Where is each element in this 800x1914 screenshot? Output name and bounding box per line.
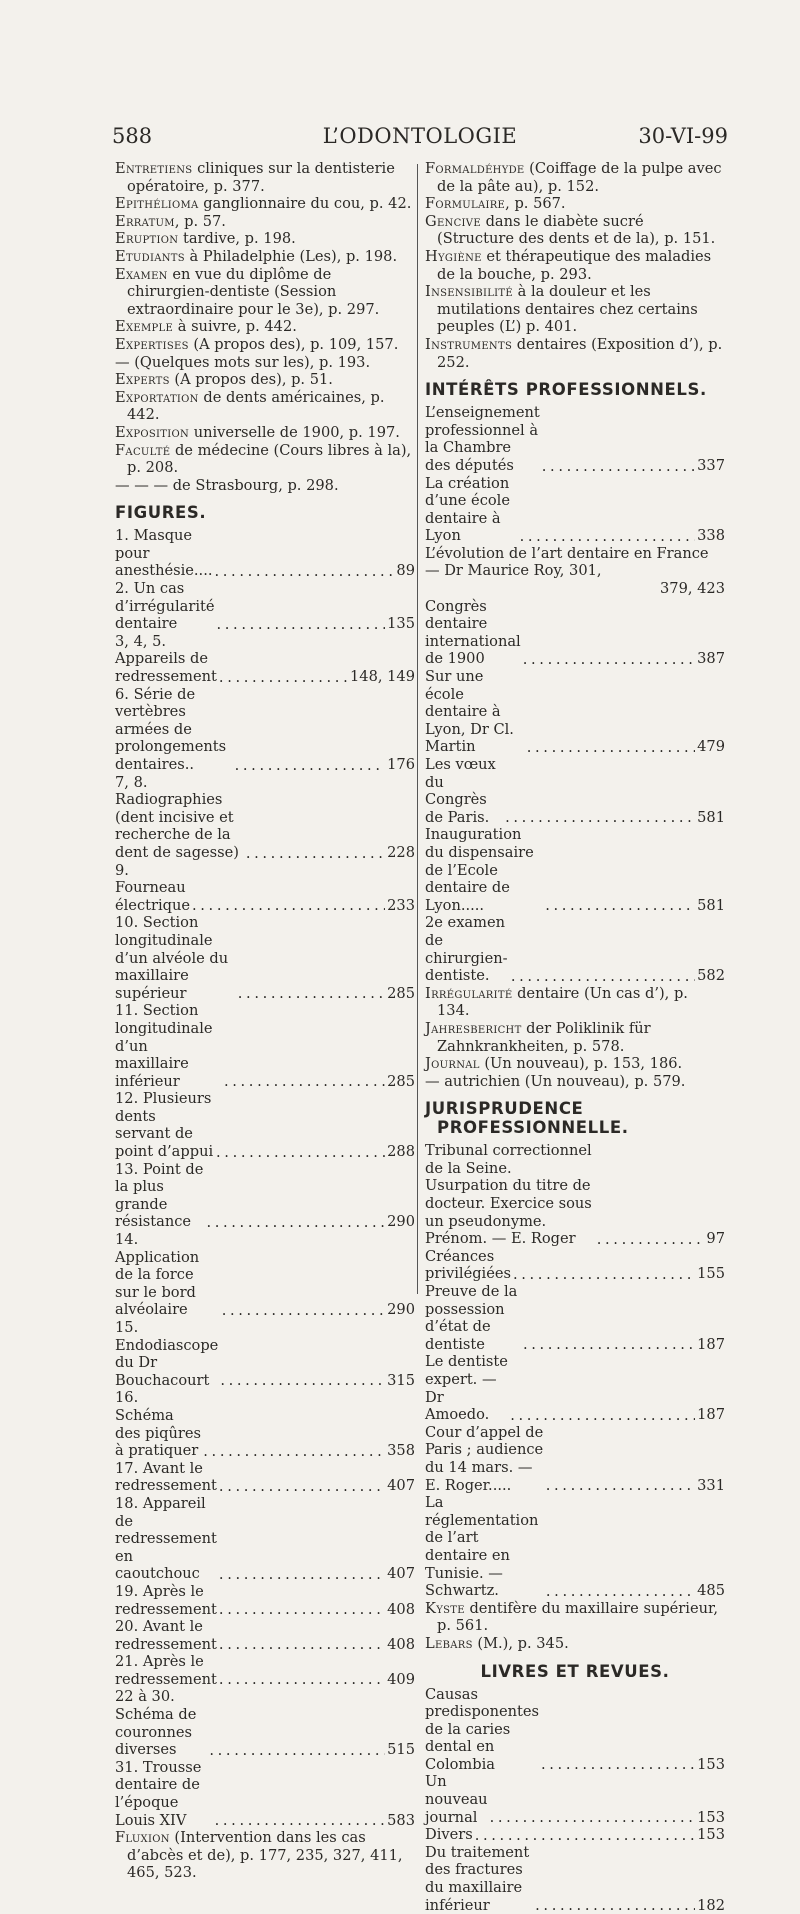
entry-page: 135 bbox=[387, 615, 415, 633]
index-entry bbox=[115, 195, 415, 213]
index-entry bbox=[425, 160, 725, 195]
entry-head: Gencive bbox=[425, 213, 481, 230]
entry-page: 407 bbox=[387, 1477, 415, 1495]
index-entry bbox=[425, 1635, 725, 1653]
entry-page: 331 bbox=[697, 1477, 725, 1495]
list-item bbox=[425, 475, 725, 545]
left-entries bbox=[115, 160, 415, 494]
entry-page: 187 bbox=[697, 1336, 725, 1354]
entry-title: Créances privilégiées bbox=[425, 1248, 511, 1283]
dot-leader bbox=[545, 897, 695, 914]
list-item bbox=[425, 1353, 725, 1423]
dot-leader bbox=[541, 1756, 695, 1773]
entry-head: Insensibilité bbox=[425, 283, 513, 300]
index-entry bbox=[115, 230, 415, 248]
list-item bbox=[115, 1460, 415, 1495]
list-item bbox=[115, 633, 415, 686]
entry-page: 285 bbox=[387, 1073, 415, 1091]
entry-title: 2e examen de chirurgien-dentiste. bbox=[425, 914, 509, 984]
list-item bbox=[425, 1142, 725, 1248]
entry-page: 379, 423 bbox=[425, 580, 725, 598]
entry-head: Jahresbericht bbox=[425, 1020, 522, 1037]
entry-text: — (Quelques mots sur les), p. 193. bbox=[115, 354, 370, 371]
entry-page: 285 bbox=[387, 985, 415, 1003]
entry-title: Un nouveau journal bbox=[425, 1773, 488, 1826]
entry-text: (M.), p. 345. bbox=[473, 1635, 569, 1652]
index-entry bbox=[115, 424, 415, 442]
entry-title: La réglementation de l’art dentaire en Tunisie. — Schwartz. bbox=[425, 1494, 544, 1600]
entry-title: 11. Section longitudinale d’un maxillaire inférieur bbox=[115, 1002, 222, 1090]
entry-text: — autrichien (Un nouveau), p. 579. bbox=[425, 1073, 685, 1090]
list-item bbox=[115, 527, 415, 580]
dot-leader bbox=[219, 1566, 385, 1583]
entry-head: Faculté bbox=[115, 442, 170, 459]
entry-page: 409 bbox=[387, 1671, 415, 1689]
dot-leader bbox=[219, 1671, 385, 1688]
index-entry bbox=[115, 389, 415, 424]
dot-leader bbox=[510, 1407, 695, 1424]
list-item bbox=[115, 1161, 415, 1231]
entry-text: , p. 57. bbox=[175, 213, 226, 230]
entry-text: dentifère du maxillaire supérieur, p. 561. bbox=[437, 1600, 718, 1635]
list-item bbox=[115, 1319, 415, 1389]
entry-title: 2. Un cas d’irrégularité dentaire bbox=[115, 580, 215, 633]
entry-head: Lebars bbox=[425, 1635, 473, 1652]
entry-text: en vue du diplôme de chirurgien-dentiste (Session extraordinaire pour le 3e), p. 297. bbox=[127, 266, 379, 318]
entry-title: 19. Après le redressement bbox=[115, 1583, 217, 1618]
entry-title: Sur une école dentaire à Lyon, Dr Cl. Martin bbox=[425, 668, 525, 756]
entry-title: L’enseignement professionnel à la Chambre des députés bbox=[425, 404, 540, 474]
entry-head: Examen bbox=[115, 266, 168, 283]
list-item bbox=[425, 1248, 725, 1283]
entry-page: 228 bbox=[387, 844, 415, 862]
entry-head: Kyste bbox=[425, 1600, 465, 1617]
list-item bbox=[115, 580, 415, 633]
entry-page: 155 bbox=[697, 1265, 725, 1283]
entry-page: 387 bbox=[697, 650, 725, 668]
dot-leader bbox=[219, 1601, 385, 1618]
entry-page: 485 bbox=[697, 1582, 725, 1600]
column-divider bbox=[417, 164, 418, 1294]
list-item bbox=[425, 598, 725, 668]
entry-page: 581 bbox=[697, 897, 725, 915]
entry-text: (A propos des), p. 51. bbox=[170, 371, 333, 388]
entry-text: (Intervention dans les cas d’abcès et de), p. 177, 235, 327, 411, 465, 523. bbox=[127, 1829, 403, 1881]
index-entry bbox=[115, 371, 415, 389]
entry-page: 315 bbox=[387, 1372, 415, 1390]
entry-page: 408 bbox=[387, 1636, 415, 1654]
entry-head: Irrégularité bbox=[425, 985, 512, 1002]
index-entry bbox=[115, 213, 415, 231]
entry-head: Instruments bbox=[425, 336, 512, 353]
dot-leader bbox=[219, 1478, 385, 1495]
list-item bbox=[115, 1495, 415, 1583]
index-entry bbox=[115, 477, 415, 495]
index-entry bbox=[115, 318, 415, 336]
dot-leader bbox=[192, 897, 385, 914]
entry-text: der Poliklinik für Zahnkrankheiten, p. 578. bbox=[437, 1020, 651, 1055]
entry-title: Preuve de la possession d’état de dentiste bbox=[425, 1283, 521, 1353]
entry-head: Exemple bbox=[115, 318, 173, 335]
dot-leader bbox=[222, 1302, 385, 1319]
dot-leader bbox=[203, 1443, 385, 1460]
entry-page: 582 bbox=[697, 967, 725, 985]
entry-page: 153 bbox=[697, 1756, 725, 1774]
dot-leader bbox=[505, 809, 695, 826]
entry-head: Erratum bbox=[115, 213, 175, 230]
list-item bbox=[115, 914, 415, 1002]
entry-page: 290 bbox=[387, 1301, 415, 1319]
entry-head: Eruption bbox=[115, 230, 178, 247]
right-entries-mid bbox=[425, 985, 725, 1091]
entry-title: 3, 4, 5. Appareils de redressement bbox=[115, 633, 217, 686]
dot-leader bbox=[490, 1809, 696, 1826]
dot-leader bbox=[511, 968, 695, 985]
entry-page: 581 bbox=[697, 809, 725, 827]
right-column bbox=[425, 160, 725, 1914]
list-item bbox=[425, 1773, 725, 1826]
entry-title: 13. Point de la plus grande résistance bbox=[115, 1161, 204, 1231]
index-entry bbox=[425, 336, 725, 371]
entry-title: Cour d’appel de Paris ; audience du 14 mars. — E. Roger..... bbox=[425, 1424, 544, 1494]
entry-text: et thérapeutique des maladies de la bouche, p. 293. bbox=[437, 248, 711, 283]
entry-title: 6. Série de vertèbres armées de prolongements dentaires.. bbox=[115, 686, 233, 774]
dot-leader bbox=[206, 1214, 385, 1231]
entry-title: 10. Section longitudinale d’un alvéole du maxillaire supérieur bbox=[115, 914, 236, 1002]
livres-heading: LIVRES ET REVUES. bbox=[425, 1662, 725, 1681]
index-entry bbox=[425, 1020, 725, 1055]
entry-head: Etudiants bbox=[115, 248, 185, 265]
list-item bbox=[115, 1090, 415, 1160]
dot-leader bbox=[546, 1583, 695, 1600]
page-header bbox=[112, 124, 728, 154]
dot-leader bbox=[238, 985, 385, 1002]
entry-text: dans le diabète sucré (Structure des dents et de la), p. 151. bbox=[437, 213, 715, 248]
entry-page: 176 bbox=[387, 756, 415, 774]
dot-leader bbox=[527, 739, 695, 756]
dot-leader bbox=[520, 528, 696, 545]
list-item bbox=[115, 1002, 415, 1090]
entry-page: 338 bbox=[697, 527, 725, 545]
entry-title: 1. Masque pour anesthésie.... bbox=[115, 527, 212, 580]
entry-page: 515 bbox=[387, 1741, 415, 1759]
entry-title: Causas predisponentes de la caries dental en Colombia bbox=[425, 1686, 539, 1774]
index-entry bbox=[425, 195, 725, 213]
entry-head: Epithélioma bbox=[115, 195, 199, 212]
issue-date: 30-VI-99 bbox=[638, 124, 728, 148]
index-entry bbox=[425, 283, 725, 336]
list-item bbox=[115, 1231, 415, 1319]
list-item bbox=[115, 774, 415, 862]
entry-title: 22 à 30. Schéma de couronnes diverses bbox=[115, 1688, 207, 1758]
dot-leader bbox=[217, 616, 386, 633]
entry-text: — — — de Strasbourg, p. 298. bbox=[115, 477, 339, 494]
entry-head: Formaldéhyde bbox=[425, 160, 525, 177]
dot-leader bbox=[235, 757, 386, 774]
index-entry bbox=[115, 160, 415, 195]
entry-head: Entretiens bbox=[115, 160, 192, 177]
dot-leader bbox=[523, 651, 695, 668]
dot-leader bbox=[513, 1266, 695, 1283]
entry-text: dentaire (Un cas d’), p. 134. bbox=[437, 985, 688, 1020]
list-item bbox=[425, 1424, 725, 1494]
dot-leader bbox=[542, 458, 695, 475]
entry-text: , p. 567. bbox=[505, 195, 565, 212]
index-entry bbox=[115, 354, 415, 372]
list-item bbox=[115, 862, 415, 915]
entry-title: 31. Trousse dentaire de l’époque Louis XIV bbox=[115, 1759, 213, 1829]
entry-text: cliniques sur la dentisterie opératoire, p. 377. bbox=[127, 160, 395, 195]
index-entry bbox=[425, 213, 725, 248]
list-item bbox=[425, 1844, 725, 1914]
entry-title: 18. Appareil de redressement en caoutchouc bbox=[115, 1495, 217, 1583]
dot-leader bbox=[597, 1231, 705, 1248]
entry-head: Fluxion bbox=[115, 1829, 170, 1846]
index-entry bbox=[425, 1055, 725, 1073]
entry-head: Experts bbox=[115, 371, 170, 388]
index-entry bbox=[425, 1600, 725, 1635]
entry-head: Exportation bbox=[115, 389, 199, 406]
dot-leader bbox=[214, 563, 394, 580]
list-item bbox=[115, 1618, 415, 1653]
dot-leader bbox=[475, 1827, 695, 1844]
list-item bbox=[425, 404, 725, 474]
entry-text: tardive, p. 198. bbox=[178, 230, 295, 247]
entry-text: (Un nouveau), p. 153, 186. bbox=[480, 1055, 682, 1072]
entry-text: à suivre, p. 442. bbox=[173, 318, 297, 335]
dot-leader bbox=[246, 845, 385, 862]
entry-text: à Philadelphie (Les), p. 198. bbox=[185, 248, 397, 265]
dot-leader bbox=[209, 1742, 385, 1759]
entry-title: Tribunal correctionnel de la Seine. Usurpation du titre de docteur. Exercice sous un pseudonyme. Prénom. — E. Roger bbox=[425, 1142, 595, 1248]
entry-text: (Coiffage de la pulpe avec de la pâte au), p. 152. bbox=[437, 160, 722, 195]
figures-heading: FIGURES. bbox=[115, 503, 415, 522]
running-title: L’ODONTOLOGIE bbox=[112, 124, 728, 148]
entry-title: 16. Schéma des piqûres à pratiquer bbox=[115, 1389, 201, 1459]
entry-page: 97 bbox=[706, 1230, 725, 1248]
entry-title: Congrès dentaire international de 1900 bbox=[425, 598, 521, 668]
list-item bbox=[115, 686, 415, 774]
list-item bbox=[425, 914, 725, 984]
entry-page: 89 bbox=[396, 562, 415, 580]
entry-title: 12. Plusieurs dents servant de point d’appui bbox=[115, 1090, 214, 1160]
dot-leader bbox=[546, 1477, 695, 1494]
entry-title: La création d’une école dentaire à Lyon bbox=[425, 475, 518, 545]
entry-title: Du traitement des fractures du maxillaire inférieur bbox=[425, 1844, 533, 1914]
entry-page: 358 bbox=[387, 1442, 415, 1460]
entry-head: Exposition bbox=[115, 424, 189, 441]
jurisprudence-heading: JURISPRUDENCE PROFESSIONNELLE. bbox=[425, 1099, 725, 1137]
entry-head: Hygiène bbox=[425, 248, 482, 265]
entry-head: Formulaire bbox=[425, 195, 505, 212]
entry-title: 17. Avant le redressement bbox=[115, 1460, 217, 1495]
entry-text: (A propos des), p. 109, 157. bbox=[189, 336, 399, 353]
dot-leader bbox=[535, 1897, 695, 1914]
left-column bbox=[115, 160, 415, 1882]
dot-leader bbox=[219, 669, 348, 686]
entry-page: 407 bbox=[387, 1565, 415, 1583]
index-entry bbox=[425, 1073, 725, 1091]
entry-page: 479 bbox=[697, 738, 725, 756]
right-entries-end bbox=[425, 1600, 725, 1653]
index-entry bbox=[115, 442, 415, 477]
entry-title: Inauguration du dispensaire de l’Ecole dentaire de Lyon..... bbox=[425, 826, 543, 914]
dot-leader bbox=[216, 1144, 385, 1161]
entry-page: 288 bbox=[387, 1143, 415, 1161]
entry-title: 14. Application de la force sur le bord alvéolaire bbox=[115, 1231, 220, 1319]
entry-title: 7, 8. Radiographies (dent incisive et recherche de la dent de sagesse) bbox=[115, 774, 244, 862]
entry-title: L’évolution de l’art dentaire en France — Dr Maurice Roy, 301, bbox=[425, 545, 725, 580]
entry-text: de médecine (Cours libres à la), p. 208. bbox=[127, 442, 411, 477]
entry-page: 148, 149 bbox=[350, 668, 415, 686]
list-item bbox=[425, 1494, 725, 1600]
list-item bbox=[115, 1653, 415, 1688]
page-number: 588 bbox=[112, 124, 152, 148]
entry-page: 153 bbox=[697, 1809, 725, 1827]
list-item bbox=[425, 826, 725, 914]
entry-page: 290 bbox=[387, 1213, 415, 1231]
right-entries-top bbox=[425, 160, 725, 371]
index-entry bbox=[115, 248, 415, 266]
list-item bbox=[425, 1686, 725, 1774]
entry-page: 187 bbox=[697, 1406, 725, 1424]
list-item bbox=[425, 545, 725, 580]
list-item bbox=[425, 1283, 725, 1353]
entry-title: 15. Endodiascope du Dr Bouchacourt bbox=[115, 1319, 218, 1389]
list-item bbox=[115, 1583, 415, 1618]
jurisprudence-list bbox=[425, 1142, 725, 1599]
dot-leader bbox=[224, 1073, 385, 1090]
entry-title: Les vœux du Congrès de Paris. bbox=[425, 756, 503, 826]
interets-heading: INTÉRÊTS PROFESSIONNELS. bbox=[425, 380, 725, 399]
entry-text: de dents américaines, p. 442. bbox=[127, 389, 385, 424]
entry-text: à la douleur et les mutilations dentaires chez certains peuples (L’) p. 401. bbox=[437, 283, 698, 335]
entry-page: 337 bbox=[697, 457, 725, 475]
index-entry bbox=[425, 985, 725, 1020]
index-entry bbox=[425, 248, 725, 283]
index-entry bbox=[115, 1829, 415, 1882]
figures-list bbox=[115, 527, 415, 1829]
list-item bbox=[425, 1826, 725, 1844]
entry-head: Expertises bbox=[115, 336, 189, 353]
entry-text: ganglionnaire du cou, p. 42. bbox=[199, 195, 412, 212]
dot-leader bbox=[220, 1372, 385, 1389]
entry-text: dentaires (Exposition d’), p. 252. bbox=[437, 336, 722, 371]
dot-leader bbox=[215, 1812, 386, 1829]
entry-page: 233 bbox=[387, 897, 415, 915]
entry-head: Journal bbox=[425, 1055, 480, 1072]
interets-list bbox=[425, 404, 725, 985]
list-item bbox=[425, 668, 725, 756]
entry-page: 583 bbox=[387, 1812, 415, 1830]
index-entry bbox=[115, 336, 415, 354]
list-item bbox=[115, 1688, 415, 1758]
entry-page: 153 bbox=[697, 1826, 725, 1844]
entry-page: 408 bbox=[387, 1601, 415, 1619]
list-item bbox=[425, 756, 725, 826]
entry-text: universelle de 1900, p. 197. bbox=[189, 424, 400, 441]
dot-leader bbox=[219, 1636, 385, 1653]
entry-title: 9. Fourneau électrique bbox=[115, 862, 190, 915]
entry-title: Divers bbox=[425, 1826, 473, 1844]
entry-title: 21. Après le redressement bbox=[115, 1653, 217, 1688]
entry-page: 182 bbox=[697, 1897, 725, 1914]
dot-leader bbox=[523, 1336, 695, 1353]
list-item bbox=[115, 1389, 415, 1459]
livres-list bbox=[425, 1686, 725, 1914]
list-item bbox=[115, 1759, 415, 1829]
entry-title: Le dentiste expert. — Dr Amoedo. bbox=[425, 1353, 508, 1423]
index-entry bbox=[115, 266, 415, 319]
entry-title: 20. Avant le redressement bbox=[115, 1618, 217, 1653]
